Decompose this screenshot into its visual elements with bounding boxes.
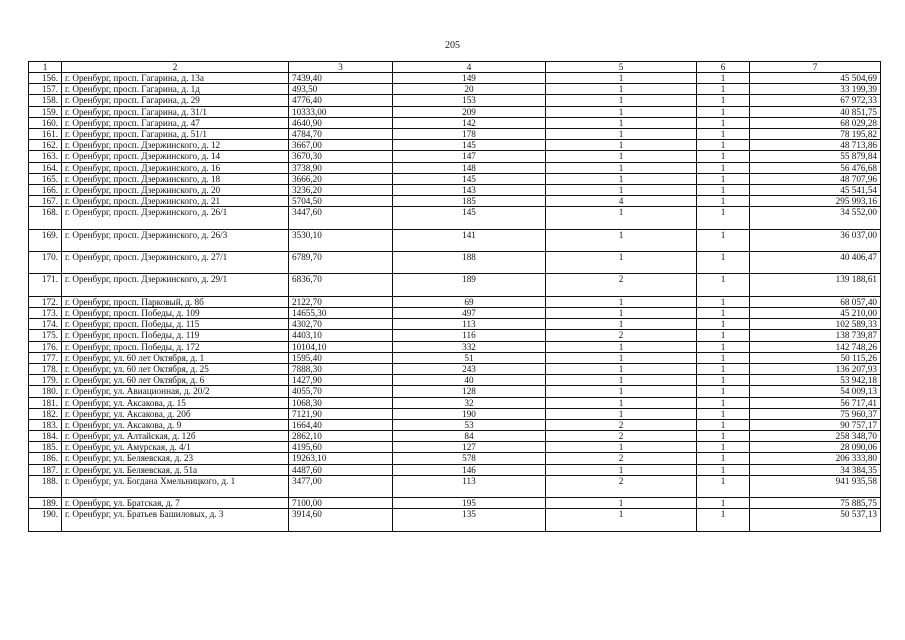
row-col4: 189: [393, 274, 546, 296]
row-area: 3670,30: [289, 151, 393, 162]
row-area: 1664,40: [289, 419, 393, 430]
row-col5: 1: [546, 352, 697, 363]
row-col6: 1: [697, 196, 750, 207]
row-address: г. Оренбург, ул. Богдана Хмельницкого, д. 1: [62, 475, 289, 497]
row-number: 166.: [29, 184, 62, 195]
row-col4: 143: [393, 184, 546, 195]
row-col4: 188: [393, 252, 546, 274]
row-col7: 45 504,69: [750, 73, 881, 84]
row-address: г. Оренбург, ул. Беляевская, д. 23: [62, 453, 289, 464]
row-col6: 1: [697, 431, 750, 442]
row-col6: 1: [697, 140, 750, 151]
row-col5: 2: [546, 431, 697, 442]
row-col4: 578: [393, 453, 546, 464]
row-address: г. Оренбург, просп. Дзержинского, д. 27/1: [62, 252, 289, 274]
table-row: [29, 84, 881, 95]
column-header: 2: [62, 62, 289, 73]
row-col6: 1: [697, 162, 750, 173]
row-col6: 1: [697, 453, 750, 464]
row-area: 3236,20: [289, 184, 393, 195]
column-header: 3: [289, 62, 393, 73]
row-col6: 1: [697, 252, 750, 274]
row-area: 7439,40: [289, 73, 393, 84]
row-col7: 90 757,17: [750, 419, 881, 430]
row-address: г. Оренбург, просп. Дзержинского, д. 12: [62, 140, 289, 151]
table-row: [29, 274, 881, 296]
table-row: [29, 475, 881, 497]
row-col5: 1: [546, 151, 697, 162]
row-col7: 102 589,33: [750, 319, 881, 330]
row-col7: 56 476,68: [750, 162, 881, 173]
row-col5: 1: [546, 498, 697, 509]
row-col4: 145: [393, 173, 546, 184]
row-col4: 40: [393, 375, 546, 386]
row-col7: 34 552,00: [750, 207, 881, 229]
row-col5: 1: [546, 128, 697, 139]
row-col6: 1: [697, 352, 750, 363]
table-row: [29, 128, 881, 139]
row-col7: 28 090,06: [750, 442, 881, 453]
row-number: 185.: [29, 442, 62, 453]
table-row: [29, 509, 881, 531]
row-address: г. Оренбург, просп. Победы, д. 172: [62, 341, 289, 352]
row-col4: 142: [393, 117, 546, 128]
row-col5: 1: [546, 229, 697, 251]
row-number: 179.: [29, 375, 62, 386]
row-address: г. Оренбург, просп. Победы, д. 115: [62, 319, 289, 330]
row-col5: 2: [546, 419, 697, 430]
row-col4: 20: [393, 84, 546, 95]
row-col4: 243: [393, 363, 546, 374]
row-col6: 1: [697, 475, 750, 497]
row-address: г. Оренбург, просп. Дзержинского, д. 14: [62, 151, 289, 162]
row-area: 3738,90: [289, 162, 393, 173]
row-address: г. Оренбург, ул. Беляевская, д. 51а: [62, 464, 289, 475]
row-col5: 1: [546, 117, 697, 128]
row-address: г. Оренбург, просп. Дзержинского, д. 20: [62, 184, 289, 195]
row-col5: 1: [546, 140, 697, 151]
row-number: 163.: [29, 151, 62, 162]
row-area: 4640,90: [289, 117, 393, 128]
row-col5: 1: [546, 162, 697, 173]
row-col5: 1: [546, 73, 697, 84]
table-row: [29, 442, 881, 453]
row-col7: 75 960,37: [750, 408, 881, 419]
row-col6: 1: [697, 207, 750, 229]
row-col7: 139 188,61: [750, 274, 881, 296]
row-address: г. Оренбург, просп. Дзержинского, д. 29/1: [62, 274, 289, 296]
row-col4: 84: [393, 431, 546, 442]
row-address: г. Оренбург, ул. Аксакова, д. 9: [62, 419, 289, 430]
row-col5: 1: [546, 95, 697, 106]
row-col4: 32: [393, 397, 546, 408]
table-row: [29, 431, 881, 442]
table-row: [29, 106, 881, 117]
row-number: 169.: [29, 229, 62, 251]
row-area: 4302,70: [289, 319, 393, 330]
table-row: [29, 162, 881, 173]
row-col5: 2: [546, 475, 697, 497]
row-col4: 141: [393, 229, 546, 251]
row-col6: 1: [697, 419, 750, 430]
row-col6: 1: [697, 151, 750, 162]
table-row: [29, 397, 881, 408]
row-address: г. Оренбург, просп. Гагарина, д. 47: [62, 117, 289, 128]
row-number: 160.: [29, 117, 62, 128]
row-area: 3447,60: [289, 207, 393, 229]
row-address: г. Оренбург, ул. 60 лет Октября, д. 25: [62, 363, 289, 374]
table-row: [29, 419, 881, 430]
row-address: г. Оренбург, ул. Авиационная, д. 20/2: [62, 386, 289, 397]
row-col5: 1: [546, 319, 697, 330]
row-address: г. Оренбург, просп. Гагарина, д. 13а: [62, 73, 289, 84]
row-col7: 206 333,80: [750, 453, 881, 464]
row-number: 164.: [29, 162, 62, 173]
row-col5: 1: [546, 509, 697, 531]
table-row: [29, 375, 881, 386]
row-col7: 33 199,39: [750, 84, 881, 95]
row-col4: 146: [393, 464, 546, 475]
row-area: 3530,10: [289, 229, 393, 251]
row-col6: 1: [697, 173, 750, 184]
row-col4: 145: [393, 140, 546, 151]
row-area: 6789,70: [289, 252, 393, 274]
row-number: 180.: [29, 386, 62, 397]
row-area: 7888,30: [289, 363, 393, 374]
row-number: 168.: [29, 207, 62, 229]
table-row: [29, 453, 881, 464]
row-col6: 1: [697, 375, 750, 386]
row-area: 3667,00: [289, 140, 393, 151]
row-col7: 138 739,87: [750, 330, 881, 341]
row-col4: 148: [393, 162, 546, 173]
row-number: 190.: [29, 509, 62, 531]
row-col6: 1: [697, 106, 750, 117]
row-col7: 40 851,75: [750, 106, 881, 117]
row-number: 159.: [29, 106, 62, 117]
table-row: [29, 173, 881, 184]
row-col5: 1: [546, 308, 697, 319]
row-col6: 1: [697, 498, 750, 509]
row-col6: 1: [697, 397, 750, 408]
row-col7: 136 207,93: [750, 363, 881, 374]
row-col6: 1: [697, 363, 750, 374]
row-col6: 1: [697, 319, 750, 330]
table-row: [29, 464, 881, 475]
row-col6: 1: [697, 95, 750, 106]
row-col7: 48 713,86: [750, 140, 881, 151]
row-col7: 142 748,26: [750, 341, 881, 352]
row-col6: 1: [697, 408, 750, 419]
row-area: 5704,50: [289, 196, 393, 207]
row-area: 4784,70: [289, 128, 393, 139]
table-row: [29, 330, 881, 341]
row-col6: 1: [697, 117, 750, 128]
row-area: 19263,10: [289, 453, 393, 464]
row-number: 158.: [29, 95, 62, 106]
row-address: г. Оренбург, просп. Дзержинского, д. 18: [62, 173, 289, 184]
row-col7: 941 935,58: [750, 475, 881, 497]
table-row: [29, 498, 881, 509]
row-address: г. Оренбург, просп. Дзержинского, д. 16: [62, 162, 289, 173]
row-col4: 51: [393, 352, 546, 363]
row-col4: 149: [393, 73, 546, 84]
row-area: 7100,00: [289, 498, 393, 509]
row-number: 178.: [29, 363, 62, 374]
row-address: г. Оренбург, ул. Алтайская, д. 12б: [62, 431, 289, 442]
row-col7: 68 029,28: [750, 117, 881, 128]
row-col6: 1: [697, 442, 750, 453]
row-number: 188.: [29, 475, 62, 497]
row-address: г. Оренбург, просп. Дзержинского, д. 21: [62, 196, 289, 207]
row-col5: 1: [546, 408, 697, 419]
row-address: г. Оренбург, ул. Амурская, д. 4/1: [62, 442, 289, 453]
row-col6: 1: [697, 509, 750, 531]
row-area: 4055,70: [289, 386, 393, 397]
table-row: [29, 229, 881, 251]
row-number: 171.: [29, 274, 62, 296]
header-row: [29, 62, 881, 73]
row-address: г. Оренбург, просп. Парковый, д. 8б: [62, 296, 289, 307]
row-address: г. Оренбург, ул. 60 лет Октября, д. 6: [62, 375, 289, 386]
row-col4: 135: [393, 509, 546, 531]
row-col6: 1: [697, 386, 750, 397]
row-number: 156.: [29, 73, 62, 84]
row-area: 4776,40: [289, 95, 393, 106]
table-row: [29, 252, 881, 274]
row-col7: 258 348,70: [750, 431, 881, 442]
row-col6: 1: [697, 128, 750, 139]
row-col7: 40 406,47: [750, 252, 881, 274]
row-col7: 45 210,00: [750, 308, 881, 319]
column-header: 4: [393, 62, 546, 73]
row-area: 1427,90: [289, 375, 393, 386]
row-address: г. Оренбург, ул. 60 лет Октября, д. 1: [62, 352, 289, 363]
row-col4: 127: [393, 442, 546, 453]
row-area: 7121,90: [289, 408, 393, 419]
row-number: 174.: [29, 319, 62, 330]
row-col4: 145: [393, 207, 546, 229]
row-number: 173.: [29, 308, 62, 319]
row-number: 183.: [29, 419, 62, 430]
row-address: г. Оренбург, просп. Дзержинского, д. 26/1: [62, 207, 289, 229]
row-col7: 75 885,75: [750, 498, 881, 509]
row-number: 181.: [29, 397, 62, 408]
row-col5: 1: [546, 296, 697, 307]
row-area: 10333,00: [289, 106, 393, 117]
row-col6: 1: [697, 229, 750, 251]
row-col5: 1: [546, 442, 697, 453]
row-col5: 2: [546, 274, 697, 296]
row-col4: 116: [393, 330, 546, 341]
row-col7: 34 384,35: [750, 464, 881, 475]
row-col4: 209: [393, 106, 546, 117]
row-col4: 190: [393, 408, 546, 419]
column-header: 5: [546, 62, 697, 73]
row-col4: 147: [393, 151, 546, 162]
table-row: [29, 319, 881, 330]
row-address: г. Оренбург, ул. Братьев Башиловых, д. 3: [62, 509, 289, 531]
row-col5: 2: [546, 330, 697, 341]
table-row: [29, 117, 881, 128]
table-row: [29, 341, 881, 352]
row-address: г. Оренбург, ул. Братская, д. 7: [62, 498, 289, 509]
row-address: г. Оренбург, просп. Гагарина, д. 31/1: [62, 106, 289, 117]
row-col7: 56 717,41: [750, 397, 881, 408]
row-area: 2122,70: [289, 296, 393, 307]
row-area: 4487,60: [289, 464, 393, 475]
row-number: 184.: [29, 431, 62, 442]
table-row: [29, 184, 881, 195]
row-address: г. Оренбург, просп. Дзержинского, д. 26/3: [62, 229, 289, 251]
row-number: 187.: [29, 464, 62, 475]
row-col6: 1: [697, 464, 750, 475]
row-col7: 67 972,33: [750, 95, 881, 106]
row-number: 189.: [29, 498, 62, 509]
row-area: 4195,60: [289, 442, 393, 453]
row-col7: 54 009,13: [750, 386, 881, 397]
row-col5: 4: [546, 196, 697, 207]
table-row: [29, 308, 881, 319]
row-area: 6836,70: [289, 274, 393, 296]
row-col5: 2: [546, 453, 697, 464]
row-number: 167.: [29, 196, 62, 207]
table-row: [29, 363, 881, 374]
row-number: 162.: [29, 140, 62, 151]
row-address: г. Оренбург, ул. Аксакова, д. 15: [62, 397, 289, 408]
row-col7: 68 057,40: [750, 296, 881, 307]
row-col6: 1: [697, 330, 750, 341]
row-col7: 50 115,26: [750, 352, 881, 363]
row-col4: 113: [393, 475, 546, 497]
row-area: 14655,30: [289, 308, 393, 319]
row-col7: 36 037,00: [750, 229, 881, 251]
table-row: [29, 151, 881, 162]
row-col7: 45 541,54: [750, 184, 881, 195]
row-area: 10104,10: [289, 341, 393, 352]
row-area: 2862,10: [289, 431, 393, 442]
row-col6: 1: [697, 84, 750, 95]
row-col4: 195: [393, 498, 546, 509]
row-number: 175.: [29, 330, 62, 341]
row-area: 493,50: [289, 84, 393, 95]
row-col7: 55 879,84: [750, 151, 881, 162]
row-address: г. Оренбург, просп. Гагарина, д. 1д: [62, 84, 289, 95]
column-header: 1: [29, 62, 62, 73]
row-col4: 69: [393, 296, 546, 307]
row-col7: 78 195,82: [750, 128, 881, 139]
row-number: 170.: [29, 252, 62, 274]
row-col5: 1: [546, 207, 697, 229]
row-col5: 1: [546, 386, 697, 397]
row-area: 4403,10: [289, 330, 393, 341]
row-col6: 1: [697, 274, 750, 296]
row-area: 3666,20: [289, 173, 393, 184]
row-col7: 48 707,96: [750, 173, 881, 184]
table-row: [29, 408, 881, 419]
row-col4: 128: [393, 386, 546, 397]
row-col5: 1: [546, 341, 697, 352]
row-col6: 1: [697, 73, 750, 84]
row-col5: 1: [546, 397, 697, 408]
row-address: г. Оренбург, просп. Гагарина, д. 29: [62, 95, 289, 106]
row-col6: 1: [697, 296, 750, 307]
row-col5: 1: [546, 252, 697, 274]
row-col5: 1: [546, 375, 697, 386]
row-col5: 1: [546, 173, 697, 184]
page-number: 205: [445, 40, 460, 51]
column-header: 7: [750, 62, 881, 73]
row-number: 176.: [29, 341, 62, 352]
row-col7: 295 993,16: [750, 196, 881, 207]
row-col4: 153: [393, 95, 546, 106]
row-col5: 1: [546, 363, 697, 374]
row-number: 157.: [29, 84, 62, 95]
row-col4: 497: [393, 308, 546, 319]
row-address: г. Оренбург, просп. Победы, д. 109: [62, 308, 289, 319]
row-address: г. Оренбург, ул. Аксакова, д. 20б: [62, 408, 289, 419]
table-row: [29, 73, 881, 84]
row-col4: 332: [393, 341, 546, 352]
table-row: [29, 95, 881, 106]
row-col6: 1: [697, 341, 750, 352]
row-area: 1595,40: [289, 352, 393, 363]
row-number: 182.: [29, 408, 62, 419]
row-number: 172.: [29, 296, 62, 307]
table-row: [29, 296, 881, 307]
row-col5: 1: [546, 84, 697, 95]
registry-table: [28, 61, 881, 532]
row-area: 3477,00: [289, 475, 393, 497]
row-number: 165.: [29, 173, 62, 184]
row-col5: 1: [546, 184, 697, 195]
row-area: 3914,60: [289, 509, 393, 531]
row-address: г. Оренбург, просп. Гагарина, д. 51/1: [62, 128, 289, 139]
row-col4: 178: [393, 128, 546, 139]
table-row: [29, 140, 881, 151]
row-number: 161.: [29, 128, 62, 139]
table-row: [29, 352, 881, 363]
table-row: [29, 196, 881, 207]
table-row: [29, 207, 881, 229]
row-number: 177.: [29, 352, 62, 363]
row-area: 1068,30: [289, 397, 393, 408]
row-address: г. Оренбург, просп. Победы, д. 119: [62, 330, 289, 341]
row-number: 186.: [29, 453, 62, 464]
row-col7: 50 537,13: [750, 509, 881, 531]
row-col5: 1: [546, 106, 697, 117]
column-header: 6: [697, 62, 750, 73]
row-col5: 1: [546, 464, 697, 475]
row-col4: 113: [393, 319, 546, 330]
row-col6: 1: [697, 308, 750, 319]
row-col4: 53: [393, 419, 546, 430]
row-col4: 185: [393, 196, 546, 207]
row-col6: 1: [697, 184, 750, 195]
table-row: [29, 386, 881, 397]
row-col7: 53 942,18: [750, 375, 881, 386]
